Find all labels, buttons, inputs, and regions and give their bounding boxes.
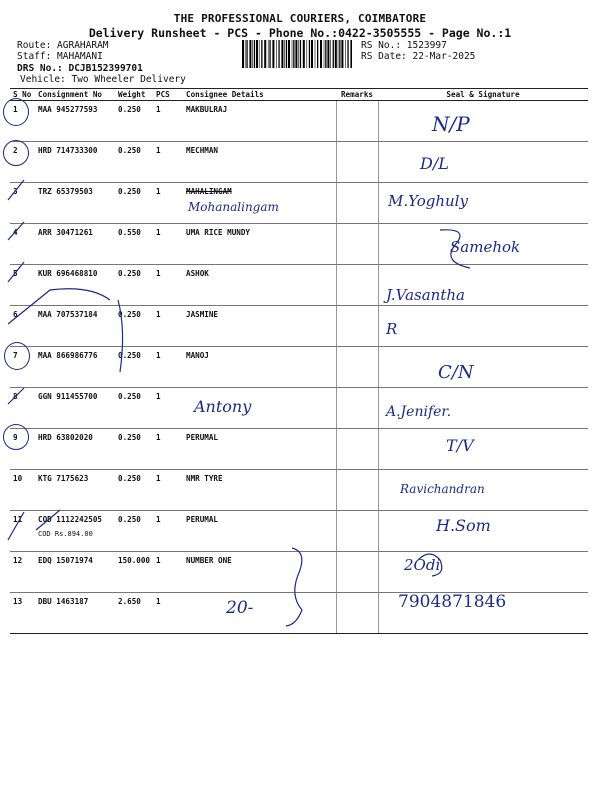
cell-consignee-text: PERUMAL: [186, 515, 219, 524]
cell-weight: [115, 470, 153, 511]
cell-consignee-text: NUMBER ONE: [186, 556, 232, 565]
cell-pcs-text: 1: [156, 392, 161, 401]
cell-weight: [115, 183, 153, 224]
cell-consignment-text: COD 1112242505: [38, 515, 103, 524]
serial-circle: [3, 424, 29, 450]
cell-consignment-text: GGN 911455700: [38, 392, 98, 401]
cell-signature: [378, 101, 588, 142]
cell-consignment: [35, 388, 115, 429]
hw-row2: D/L: [420, 154, 449, 173]
cell-pcs: [153, 552, 183, 593]
cell-consignment: [35, 552, 115, 593]
cell-pcs: [153, 429, 183, 470]
cell-consignment-text: MAA 707537184: [38, 310, 98, 319]
hw-row6-sig: R: [386, 320, 398, 338]
hw-row8-name: Antony: [194, 397, 252, 416]
cell-weight-text: 0.250: [118, 105, 141, 114]
cell-consignment: [35, 593, 115, 634]
cell-weight-text: 0.250: [118, 187, 141, 196]
cell-consignment-text: DBU 1463187: [38, 597, 89, 606]
cell-consignee: [183, 593, 336, 634]
cell-consignee: [183, 101, 336, 142]
col-weight: Weight: [115, 89, 153, 101]
serial-circle: [4, 342, 30, 370]
drs-number: DRS No.: DCJB152399701: [17, 63, 143, 74]
cell-sno-text: 10: [13, 474, 23, 483]
cell-sno-text: 2: [13, 146, 18, 155]
route: Route: AGRAHARAM: [17, 40, 109, 51]
cell-sno: [10, 306, 35, 347]
cell-weight: [115, 306, 153, 347]
cell-pcs-text: 1: [156, 310, 161, 319]
cell-consignment: [35, 265, 115, 306]
col-signature: Seal & Signature: [378, 89, 588, 101]
cell-pcs-text: 1: [156, 269, 161, 278]
table-row: [10, 265, 588, 306]
hw-row4-sig: Samehok: [450, 238, 521, 256]
table-row: [10, 388, 588, 429]
company-title: THE PROFESSIONAL COURIERS, COIMBATORE: [173, 12, 427, 25]
cell-pcs: [153, 388, 183, 429]
cell-consignee: [183, 306, 336, 347]
col-pcs: PCS: [153, 89, 183, 101]
cell-consignee: [183, 347, 336, 388]
cell-weight: [115, 101, 153, 142]
col-sno: S No: [10, 89, 35, 101]
cell-signature: [378, 306, 588, 347]
table-row: [10, 470, 588, 511]
cell-signature: [378, 429, 588, 470]
cell-remarks: [336, 101, 378, 142]
hw-row1: N/P: [432, 112, 470, 136]
cell-remarks: [336, 265, 378, 306]
table-header: [10, 89, 588, 101]
cell-consignee-text: PERUMAL: [186, 433, 219, 442]
cell-consignment: [35, 511, 115, 552]
cell-consignment: [35, 429, 115, 470]
cell-consignment: [35, 224, 115, 265]
rs-number: RS No.: 1523997: [361, 40, 447, 51]
cell-remarks: [336, 511, 378, 552]
cell-weight-text: 0.250: [118, 392, 141, 401]
cell-sno-text: 4: [13, 228, 18, 237]
hw-row3-name: Mohanalingam: [188, 200, 279, 214]
cell-sno-text: 7: [13, 351, 18, 360]
cell-weight: [115, 265, 153, 306]
cell-pcs-text: 1: [156, 433, 161, 442]
cell-consignee: [183, 224, 336, 265]
cell-weight: [115, 511, 153, 552]
cell-consignee-text: ASHOK: [186, 269, 209, 278]
cell-pcs-text: 1: [156, 146, 161, 155]
cell-sno: [10, 265, 35, 306]
cell-weight: [115, 142, 153, 183]
cell-sno: [10, 470, 35, 511]
cell-sno-text: 3: [13, 187, 18, 196]
cell-pcs: [153, 593, 183, 634]
hw-row10-sig: Ravichandran: [400, 482, 485, 496]
cell-weight-text: 0.550: [118, 228, 141, 237]
cell-consignment: [35, 101, 115, 142]
cell-consignee: [183, 142, 336, 183]
cell-pcs: [153, 306, 183, 347]
cell-remarks: [336, 306, 378, 347]
cell-remarks: [336, 142, 378, 183]
cell-remarks: [336, 429, 378, 470]
cell-pcs: [153, 347, 183, 388]
cell-sno-text: 12: [13, 556, 23, 565]
table-row: [10, 347, 588, 388]
table-row: [10, 552, 588, 593]
cell-weight: [115, 429, 153, 470]
table-row: [10, 142, 588, 183]
cell-consignment-text: EDQ 15071974: [38, 556, 93, 565]
cell-pcs: [153, 224, 183, 265]
col-remarks: Remarks: [336, 89, 378, 101]
cell-pcs-text: 1: [156, 351, 161, 360]
cell-signature: [378, 347, 588, 388]
table-row: [10, 429, 588, 470]
cell-consignment: [35, 306, 115, 347]
cell-pcs-text: 1: [156, 597, 161, 606]
cell-consignee-text: UMA RICE MUNDY: [186, 228, 251, 237]
vehicle: Vehicle: Two Wheeler Delivery: [20, 74, 186, 85]
cell-sno: [10, 183, 35, 224]
col-consignee: Consignee Details: [183, 89, 336, 101]
cell-remarks: [336, 593, 378, 634]
barcode: [242, 40, 352, 68]
hw-row7: C/N: [438, 362, 474, 383]
cell-pcs: [153, 511, 183, 552]
cell-weight: [115, 347, 153, 388]
cell-sno: [10, 552, 35, 593]
hw-row3-sig: M.Yoghuly: [388, 192, 468, 210]
cell-remarks: [336, 224, 378, 265]
cell-sno-text: 5: [13, 269, 18, 278]
cell-weight: [115, 224, 153, 265]
table-row: [10, 101, 588, 142]
cell-consignee-text: MAHALINGAM: [186, 187, 232, 196]
cell-pcs-text: 1: [156, 515, 161, 524]
hw-row13-phone: 7904871846: [398, 592, 507, 612]
runsheet-table: [10, 88, 588, 634]
cell-consignee-text: MAKBULRAJ: [186, 105, 228, 114]
cell-consignee-text: NMR TYRE: [186, 474, 223, 483]
cell-weight: [115, 388, 153, 429]
cell-weight-text: 0.250: [118, 351, 141, 360]
cell-consignee: [183, 265, 336, 306]
cell-remarks: [336, 552, 378, 593]
cell-pcs-text: 1: [156, 556, 161, 565]
cell-pcs: [153, 265, 183, 306]
cell-pcs-text: 1: [156, 474, 161, 483]
cod-note: COD Rs.894.00: [38, 530, 93, 538]
cell-consignment-text: KTG 7175623: [38, 474, 89, 483]
cell-consignment-text: KUR 696468810: [38, 269, 98, 278]
cell-consignee: [183, 552, 336, 593]
table-row: [10, 183, 588, 224]
cell-consignment-text: HRD 63802020: [38, 433, 93, 442]
cell-pcs: [153, 142, 183, 183]
cell-weight: [115, 593, 153, 634]
hw-row13-mark: 20-: [226, 598, 254, 618]
serial-circle: [3, 140, 29, 166]
cell-weight-text: 2.650: [118, 597, 141, 606]
cell-remarks: [336, 347, 378, 388]
hw-row11-sig: H.Som: [436, 516, 491, 535]
cell-sno: [10, 224, 35, 265]
cell-sno-text: 9: [13, 433, 18, 442]
cell-weight-text: 0.250: [118, 474, 141, 483]
cell-pcs-text: 1: [156, 105, 161, 114]
cell-sno: [10, 511, 35, 552]
cell-consignee: [183, 429, 336, 470]
cell-pcs: [153, 101, 183, 142]
hw-row12-sig: 2Odi: [404, 556, 441, 574]
cell-sno-text: 11: [13, 515, 23, 524]
cell-consignment-text: HRD 714733300: [38, 146, 98, 155]
cell-weight-text: 0.250: [118, 433, 141, 442]
cell-consignee: [183, 470, 336, 511]
staff: Staff: MAHAMANI: [17, 51, 103, 62]
cell-weight-text: 0.250: [118, 269, 141, 278]
cell-weight-text: 0.250: [118, 310, 141, 319]
hw-row5-sig: J.Vasantha: [386, 286, 465, 304]
cell-consignment-text: MAA 866986776: [38, 351, 98, 360]
table-row: [10, 306, 588, 347]
col-consignment: Consignment No: [35, 89, 115, 101]
serial-circle: [3, 98, 29, 126]
cell-pcs: [153, 183, 183, 224]
cell-sno: [10, 388, 35, 429]
cell-consignee-text: MANOJ: [186, 351, 209, 360]
cell-consignee: [183, 511, 336, 552]
cell-sno: [10, 593, 35, 634]
cell-sno-text: 1: [13, 105, 18, 114]
cell-weight-text: 0.250: [118, 146, 141, 155]
cell-signature: [378, 142, 588, 183]
cell-consignment: [35, 470, 115, 511]
cell-consignment: [35, 142, 115, 183]
cell-pcs-text: 1: [156, 228, 161, 237]
table-row: [10, 511, 588, 552]
cell-weight-text: 150.000: [118, 556, 151, 565]
cell-sno-text: 13: [13, 597, 23, 606]
runsheet-title: Delivery Runsheet - PCS - Phone No.:0422-3505555 - Page No.:1: [88, 26, 512, 40]
cell-consignment: [35, 183, 115, 224]
cell-weight-text: 0.250: [118, 515, 141, 524]
cell-consignment-text: ARR 30471261: [38, 228, 93, 237]
cell-consignee-text: JASMINE: [186, 310, 219, 319]
cell-remarks: [336, 470, 378, 511]
hw-row9: T/V: [446, 436, 474, 455]
cell-consignment-text: TRZ 65379503: [38, 187, 93, 196]
cell-sno-text: 8: [13, 392, 18, 401]
cell-sno-text: 6: [13, 310, 18, 319]
hw-row8-sig: A.Jenifer.: [386, 404, 452, 420]
cell-pcs-text: 1: [156, 187, 161, 196]
cell-consignment-text: MAA 945277593: [38, 105, 98, 114]
cell-pcs: [153, 470, 183, 511]
rs-date: RS Date: 22-Mar-2025: [361, 51, 476, 62]
cell-remarks: [336, 183, 378, 224]
cell-remarks: [336, 388, 378, 429]
cell-weight: [115, 552, 153, 593]
cell-consignee-text: MECHMAN: [186, 146, 219, 155]
cell-consignment: [35, 347, 115, 388]
